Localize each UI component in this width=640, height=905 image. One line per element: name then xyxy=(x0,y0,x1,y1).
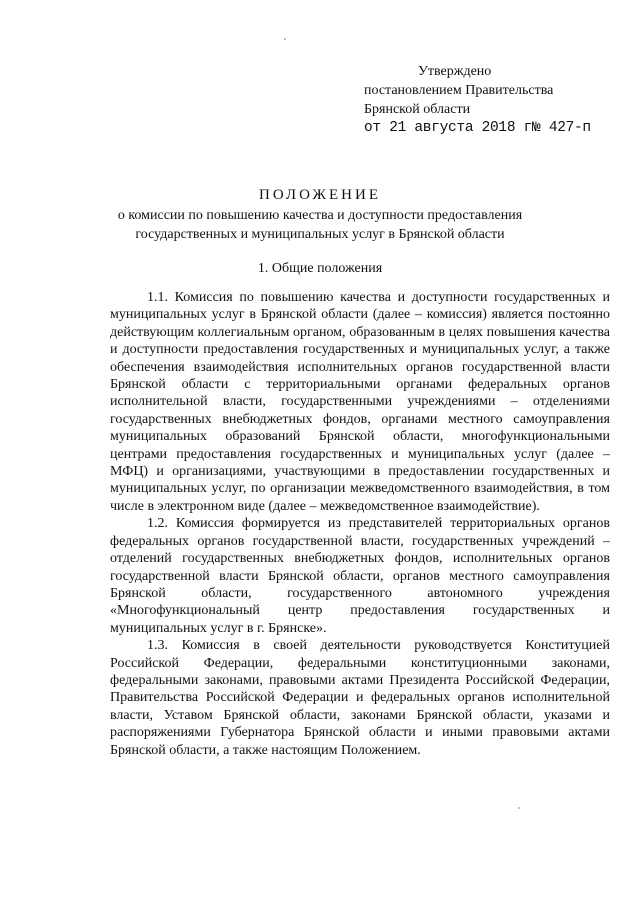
paragraph-1-1: 1.1. Комиссия по повышению качества и доступности государственных и муниципальных услуг в Брянской области (далее – комиссия) является постоянно действующим коллегиальным органом, образованным в целях повышения качества и доступности предоставления государственных и муниципальных услуг, а также обеспечения взаимодействия исполнительных органов государственной власти Брянской области с территориальными органами федеральных органов исполнительной власти, государственными учреждениями – отделениями государственных внебюджетных фондов, органами местного самоуправления муниципальных образований Брянской области, многофункциональными центрами предоставления государственных и муниципальных услуг (далее – МФЦ) и организациями, участвующими в предоставлении государственных и муниципальных услуг, по организации межведомственного взаимодействия, в том числе в электронном виде (далее – межведомственное взаимодействие). xyxy=(110,290,610,514)
section-heading: 1. Общие положения xyxy=(257,261,383,276)
document-subtitle xyxy=(0,206,640,244)
approval-line-region: Брянской области xyxy=(364,102,471,117)
approval-date-number: от 21 августа 2018 г№ 427-п xyxy=(364,120,591,136)
scan-speck xyxy=(284,38,286,40)
approval-block xyxy=(364,62,614,138)
approval-line-approved: Утверждено xyxy=(418,64,492,79)
scan-speck xyxy=(518,807,520,809)
document-body xyxy=(110,289,610,759)
paragraph-1-3: 1.3. Комиссия в своей деятельности руководствуется Конституцией Российской Федерации, федеральными конституционными законами, федеральными законами, правовыми актами Президента Российской Федерации, Правительства Российской Федерации и федеральных органов исполнительной власти, Уставом Брянской области, законами Брянской области, указами и распоряжениями Губернатора Брянской области и иными правовыми актами Брянской области, а также настоящим Положением. xyxy=(110,638,610,758)
approval-line-resolution: постановлением Правительства xyxy=(364,83,554,98)
paragraph-1-2: 1.2. Комиссия формируется из представителей территориальных органов федеральных органов государственной власти, государственных учреждений – отделений государственных внебюджетных фондов, исполнительных органов государственной власти Брянской области, органов местного самоуправления Брянской области, государственного автономного учреждения «Многофункциональный центр предоставления государственных и муниципальных услуг в г. Брянске». xyxy=(110,516,610,636)
subtitle-line-2: государственных и муниципальных услуг в Брянской области xyxy=(135,227,505,242)
subtitle-line-1: о комиссии по повышению качества и доступности предоставления xyxy=(117,208,523,223)
document-title: ПОЛОЖЕНИЕ xyxy=(259,187,381,203)
